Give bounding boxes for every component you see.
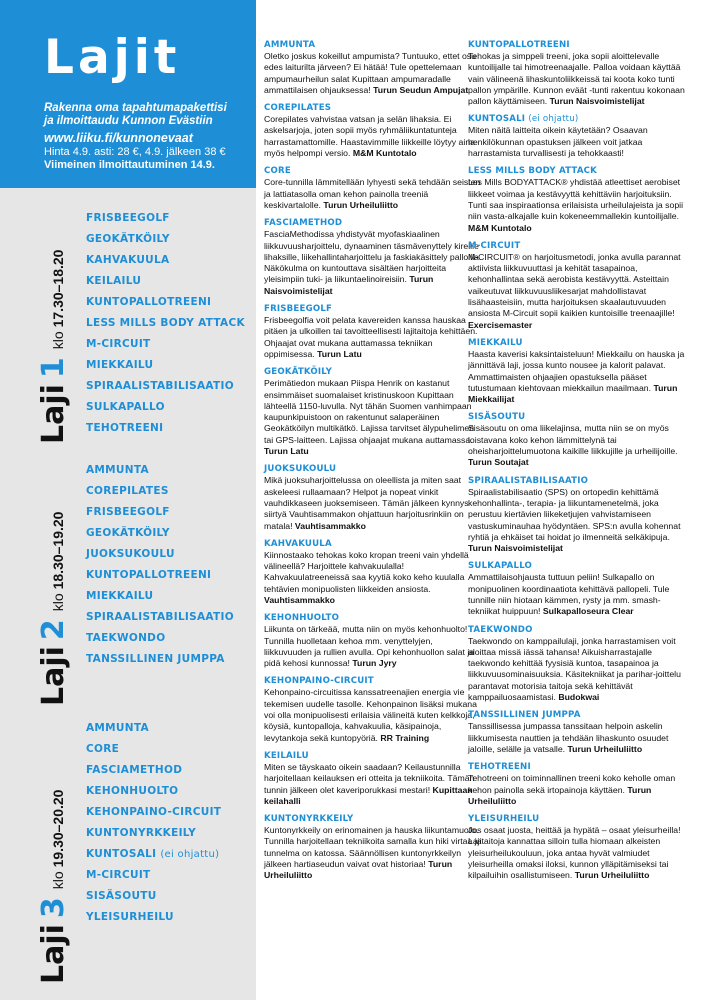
organizer-name: Turun Soutajat bbox=[468, 457, 529, 468]
sport-text: Miten näitä laitteita oikein käytetään? Osaavan henkilökunnan opastuksen jälkeen voit jatkaa harrastamista turvallisesti ja tehokkaasti! bbox=[468, 125, 648, 159]
sport-description bbox=[264, 464, 482, 531]
header-panel bbox=[0, 0, 256, 188]
sport-text: Oletko joskus kokeillut ampumista? Tuntuuko, ettet osu edes laituriltа järveen? Ei hätää! Tule opettelemaan ampumaurheilun salat Kupittaan ampumaradalle ammattilaisen ohjauksessa! Turun Seudun Ampujat bbox=[264, 51, 476, 95]
organizer-name: Turun Urheiluliitto bbox=[323, 199, 399, 210]
sport-description bbox=[468, 814, 686, 881]
sport-description bbox=[468, 476, 686, 555]
sport-description bbox=[468, 40, 686, 107]
laji-3-sports bbox=[86, 718, 221, 928]
sport-description bbox=[264, 40, 482, 96]
sport-text: Liikunta on tärkeää, mutta niin on myös kehonhuolto! Tunnilla huolletaan kehoa mm. venyttelyjen, liikkuvuuden ja rullien avulla. Opi kehonhuollon salat ja pidä kehosi kunnossa! Turun Jyry bbox=[264, 624, 475, 669]
sport-item[interactable]: KEHONPAINO-CIRCUIT bbox=[86, 806, 222, 818]
laji-time: klo 19.30–20.20 bbox=[50, 789, 66, 890]
laji-3-block bbox=[0, 718, 256, 990]
organizer-name: Exercisemaster bbox=[468, 319, 533, 330]
sport-title: M-CIRCUIT bbox=[468, 240, 521, 251]
sport-text: FasciaMethodissa yhdistyvät myofaskiaalinen liikkuvuusharjoittelu, dynaaminen täsmävenyttely kireille lihaksille, liikehallintaharjoittelu ja faskiakäsittely palloilla. Näkökulma on kuntouttava sisältäen harjoitteita yleisimpiin tuki- ja liikuntaelinoireisiin. Turun Naisvoimistelijat bbox=[264, 229, 482, 296]
sport-item[interactable]: CORE bbox=[86, 743, 120, 755]
sport-title: LESS MILLS BODY ATTACK bbox=[468, 166, 598, 177]
sport-title: MIEKKAILU bbox=[468, 337, 523, 348]
laji-number: 2 bbox=[36, 619, 71, 641]
sport-text: Mikä juoksuharjoittelussa on oleellista ja miten saat askeleesi rullaamaan? Helpot ja nopeat vinkit vauhdikkaseen juoksemiseen. Tämän jälkeen kynnys siirtyä Vauhtisammakon ohjattuun harjoitusrinkiin on matala! Vauhtisammakko bbox=[264, 475, 469, 531]
sport-text: Haasta kaverisi kaksintaisteluun! Miekkailu on hauska ja jännittävä laji, jossa kunto nousee ja kalorit palavat. Ammattimaisten ohjaajien opastuksella pääset tutustumaan kiehtovaan miekkailun maailmaan. Turun Miekkailijat bbox=[468, 348, 685, 405]
sport-descriptions-column-1 bbox=[264, 40, 482, 889]
sport-item[interactable]: AMMUNTA bbox=[86, 722, 149, 734]
sport-title-note: (ei ohjattu) bbox=[528, 114, 579, 125]
sport-text: Taekwondo on kamppailulaji, jonka harrastamisen voit aloittaa missä iässä tahansa! Aikuisharrastajalle taekwondo kehittää fyysisiä kuntoa, tasapainoa ja liikkuvuusominaisuuksia. Käsitekniikat ja parihar-joittelu parantavat motorisia taitoja sekä kehittävät kamppailuosaamistasi. Budokwai bbox=[468, 635, 681, 703]
organizer-name: Turun Seudun Ampujat bbox=[373, 84, 469, 95]
sport-item[interactable]: SISÄSOUTU bbox=[86, 890, 157, 902]
organizer-name: Turun Urheiluliitto bbox=[468, 784, 652, 806]
organizer-name: Vauhtisammakko bbox=[264, 594, 335, 605]
sport-item[interactable]: M-CIRCUIT bbox=[86, 869, 151, 881]
sport-description bbox=[468, 561, 686, 617]
sport-description bbox=[264, 218, 482, 297]
sport-item[interactable]: GEOKÄTKÖILY bbox=[86, 527, 170, 539]
sport-description bbox=[264, 676, 482, 743]
laji-time: klo 17.30–18.20 bbox=[50, 249, 66, 350]
sport-title: KEILAILU bbox=[264, 750, 309, 761]
sport-item[interactable]: AMMUNTA bbox=[86, 464, 149, 476]
sport-description bbox=[264, 814, 482, 881]
sport-text: Corepilates vahvistaa vatsan ja selän lihaksia. Ei askelsarjoja, joten sopii myös ryhmäliikuntatunteja harrastamattomille. Haastavimmille liikkeille löytyy aina myös helpompi versio. M&M Kuntotalo bbox=[264, 114, 475, 159]
page-title: Lajit bbox=[44, 30, 181, 85]
sport-description bbox=[468, 114, 686, 159]
sport-item[interactable]: KEHONHUOLTO bbox=[86, 785, 179, 797]
laji-number: 3 bbox=[36, 897, 71, 919]
organizer-name: Turun Naisvoimistelijat bbox=[468, 543, 563, 554]
sport-item[interactable]: KUNTOPALLOTREENI bbox=[86, 296, 212, 308]
organizer-name: Vauhtisammakko bbox=[294, 520, 366, 531]
sport-item[interactable]: TEHOTREENI bbox=[86, 422, 164, 434]
sport-text: Spiraalistabilisaatio (SPS) on ortopedin kehittämä kehonhallinta-, terapia- ja liikuntamenetelmä, joka perustuu kiertävien liikeketjujen vahvistamiseen vastuskuminauhaa hyödyntäen. SPS:n avulla kohennat ryhtiä ja ehkäiset tai hoidat jo ilmenneitä selkäkipuja. Turun Naisvoimistelijat bbox=[468, 486, 681, 554]
sport-text: Tehotreeni on toiminnallinen treeni koko keholle oman kehon painolla sekä irtopainoja käyttäen. Turun Urheiluliitto bbox=[468, 773, 676, 806]
organizer-name: Turun Latu bbox=[264, 446, 309, 457]
sport-title: AMMUNTA bbox=[264, 40, 316, 50]
sport-description bbox=[264, 613, 482, 669]
price-info: Hinta 4.9. asti: 28 €, 4.9. jälkeen 38 € bbox=[44, 146, 226, 158]
organizer-name: M&M Kuntotalo bbox=[468, 222, 532, 233]
subtitle-line-2: ja ilmoittaudu Kunnon Evästiin bbox=[44, 115, 213, 127]
sport-text: Kehonpaino-circuitissa kanssatreenajien energia vie tekemisen uudelle tasolle. Kehonpainon lisäksi mukana voi olla monipuolisesti erilaisia välineitä kuten kelkkoja, köysiä, kuntopalloja, kahvakuulia, käsipainoja, levytankoja sekä kuntopyöriä. RR Training bbox=[264, 687, 477, 743]
sport-title: GEOKÄTKÖILY bbox=[264, 367, 333, 378]
sport-note: (ei ohjattu) bbox=[160, 849, 220, 860]
sport-item[interactable]: LESS MILLS BODY ATTACK bbox=[86, 317, 245, 329]
sport-title: COREPILATES bbox=[264, 103, 332, 114]
sport-title: FRISBEEGOLF bbox=[264, 304, 333, 315]
sport-item[interactable]: SULKAPALLO bbox=[86, 401, 165, 413]
sport-item[interactable]: KAHVAKUULA bbox=[86, 254, 170, 266]
deadline-info: Viimeinen ilmoittautuminen 14.9. bbox=[44, 159, 215, 171]
sport-item[interactable]: COREPILATES bbox=[86, 485, 169, 497]
organizer-name: Sulkapalloseura Clear bbox=[542, 606, 634, 617]
sport-title: FASCIAMETHOD bbox=[264, 218, 343, 229]
sport-text: Jos osaat juosta, heittää ja hypätä – osaat yleisurheilla! Lajitaitoja kannattaa silloin tulla hiomaan alkeisten yleisurheilukouluun, joka antaa hyvät valmiudet yleisurheilla omaksi iloksi, kunnon ylläpitämiseksi tai kilpailuihin osallistumiseen. Turun Urheiluliitto bbox=[468, 825, 681, 881]
organizer-name: Turun Jyry bbox=[352, 658, 397, 669]
sport-item[interactable]: GEOKÄTKÖILY bbox=[86, 233, 170, 245]
sport-text: Perimätiedon mukaan Piispa Henrik on kastanut ensimmäiset suomalaiset kristinuskoon Kupittaan lähteellä 1150-luvulla. Nyt tähän Suomen vanhimpaan kaupunkipuistoon on rakentunut salaperäinen Geokätköilyn multikätkö. Lajissa tarvitset älypuhelimen tai GPS-laitteen. Lajissa ohjaajat mukana auttamassa. Turun Latu bbox=[264, 378, 475, 457]
sport-item[interactable]: YLEISURHEILU bbox=[86, 911, 174, 923]
sport-title: SULKAPALLO bbox=[468, 561, 533, 572]
laji-time: klo 18.30–19.20 bbox=[50, 511, 66, 612]
organizer-name: RR Training bbox=[380, 732, 430, 743]
sport-text: Les Mills BODYATTACK® yhdistää atleettiset aerobiset liikkeet voimaa ja kestävyyttä kehittäviin harjoituksiin. Tunti saa inspiraationsa erilaisista urheilulajeista ja sopii niin vasta-alkajalle kuin kokeneemmallekin kuntoilijalle. M&M Kuntotalo bbox=[468, 177, 684, 233]
sport-description bbox=[264, 166, 482, 211]
sport-text: Tanssillisessa jumpassa tanssitaan helpoin askelin liikkumisesta nauttien ja tehdään lihaskunto osuudet jaloille, selälle ja vatsalle. Turun Urheiluliitto bbox=[468, 721, 669, 754]
subtitle-line-1: Rakenna oma tapahtumapakettisi bbox=[44, 102, 227, 114]
sport-item[interactable]: TAEKWONDO bbox=[86, 632, 166, 644]
organizer-name: Turun Urheiluliitto bbox=[264, 859, 453, 881]
sport-text: Core-tunnilla lämmitellään lyhyesti sekä tehdään seisten ja lattiatasolla oman kehon painolla treeniä keskivartalolle. Turun Urheiluliitto bbox=[264, 177, 481, 210]
sport-item[interactable]: SPIRAALISTABILISAATIO bbox=[86, 611, 234, 623]
sport-item[interactable]: KUNTONYRKKEILY bbox=[86, 827, 197, 839]
sport-descriptions-column-2 bbox=[468, 40, 686, 889]
organizer-name: Turun Urheiluliitto bbox=[567, 743, 643, 754]
registration-url[interactable]: www.liiku.fi/kunnonevaat bbox=[44, 131, 193, 145]
sport-item[interactable]: TANSSILLINEN JUMPPA bbox=[86, 653, 225, 665]
sport-description bbox=[264, 751, 482, 807]
sport-title: KUNTONYRKKEILY bbox=[264, 814, 354, 825]
sport-title: TANSSILLINEN JUMPPA bbox=[468, 710, 581, 721]
sport-text: Frisbeegolfia voit pelata kavereiden kanssa hauskaa pitäen ja ulkoillen tai tavoitteellisesti lajitaitoja kehittäen. Ohjaajat ovat mukana auttamassa tekniikan oppimisessa. Turun Latu bbox=[264, 315, 478, 359]
sport-text: Kiinnostaako tehokas koko kropan treeni vain yhdellä välineellä? Harjoittele kahvakuulalla! Kahvakuulatreeneissä saa kyytiä koko keho kuulalla tehtävien monipuolisten liikkeiden ansiosta. Vauhtisammakko bbox=[264, 549, 469, 605]
sport-description bbox=[468, 166, 686, 233]
sport-title: TAEKWONDO bbox=[468, 624, 533, 635]
sport-title: KUNTOPALLOTREENI bbox=[468, 40, 570, 50]
organizer-name: Turun Naisvoimistelijat bbox=[549, 96, 645, 107]
sport-description bbox=[264, 103, 482, 159]
sport-text: M-CIRCUIT® on harjoitusmetodi, jonka avulla parannat aktiivista liikkuvuuttasi ja kehität tasapainoa, kehonhallintaa sekä aerobista kestävyyttä. Asteittain vaikeutuvat liikkuvuusliikesarjat mahdollistavat lisähaasteisiin, mutta harjoituksen skaalautuvuuden ansiosta M-Circuit sopii kaikien kuntoisille treenaajille! Exercisemaster bbox=[468, 251, 681, 330]
sport-item[interactable]: MIEKKAILU bbox=[86, 590, 154, 602]
sport-description bbox=[468, 762, 686, 807]
sport-description bbox=[264, 304, 482, 360]
organizer-name: Turun Latu bbox=[317, 348, 362, 359]
sport-text: Kuntonyrkkeily on erinomainen ja hauska liikuntamuoto. Tunnilla harjoitellaan tekniikoita samalla kun hiki virtaa ja tunnelma on katossa. Säännöllisen kuntonyrkkeilyn jälkeen hartiaseudun vaivat ovat historiaa! Turun Urheiluliitto bbox=[264, 825, 482, 881]
laji-word: Laji bbox=[36, 646, 71, 706]
sport-title: YLEISURHEILU bbox=[468, 814, 540, 825]
sport-description bbox=[468, 412, 686, 468]
laji-number: 1 bbox=[36, 357, 71, 379]
sport-item[interactable]: MIEKKAILU bbox=[86, 359, 154, 371]
sport-title: KEHONHUOLTO bbox=[264, 613, 340, 624]
sport-text: Miten se täyskaato oikein saadaan? Keilaustunnilla harjoitellaan keilauksen eri otteita ja tekniikoita. Tämän tunnin jälkeen olet kaveriporukkasi mestari! Kupittaan keilahalli bbox=[264, 761, 475, 806]
sport-description bbox=[468, 241, 686, 331]
sport-title: SPIRAALISTABILISAATIO bbox=[468, 475, 589, 486]
sport-item[interactable]: KEILAILU bbox=[86, 275, 142, 287]
sport-item[interactable]: KUNTOPALLOTREENI bbox=[86, 569, 212, 581]
sport-text: Tehokas ja simppeli treeni, joka sopii aloittelevalle kuntoilijalle tai himotreenaajalle. Palloa voidaan käyttää vain välineenä lihaskuntoliikkeissä tai koota koko tunti pallon ympärille. Kunnon eväät -tunti rakentuu kokonaan pallon käyttämiseen. Turun Naisvoimistelijat bbox=[468, 51, 685, 107]
sport-title: KUNTOSALI (ei ohjattu) bbox=[468, 114, 579, 125]
sport-title: CORE bbox=[264, 166, 291, 177]
organizer-name: Turun Urheiluliitto bbox=[574, 870, 650, 881]
laji-1-sports bbox=[86, 208, 245, 439]
sport-title: SISÄSOUTU bbox=[468, 412, 526, 423]
laji-word: Laji bbox=[36, 384, 71, 444]
sport-title: KEHONPAINO-CIRCUIT bbox=[264, 676, 374, 687]
sport-title: JUOKSUKOULU bbox=[264, 464, 337, 475]
sport-item[interactable]: JUOKSUKOULU bbox=[86, 548, 175, 560]
sport-text: Sisäsoutu on oma liikelajinsa, mutta niin se on myös loistavana koko kehon lämmittelynä tai oheisharjoittelumuotona kaikille liikkujille ja urheilijoille. Turun Soutajat bbox=[468, 423, 678, 468]
sport-title: KAHVAKUULA bbox=[264, 538, 332, 549]
sport-description bbox=[468, 625, 686, 704]
schedule-panel bbox=[0, 188, 256, 1000]
organizer-name: Budokwai bbox=[558, 692, 600, 703]
sport-item[interactable]: FRISBEEGOLF bbox=[86, 506, 170, 518]
sport-item[interactable]: SPIRAALISTABILISAATIO bbox=[86, 380, 234, 392]
sport-item[interactable]: FASCIAMETHOD bbox=[86, 764, 183, 776]
laji-word: Laji bbox=[36, 924, 71, 984]
sport-text: Ammattilaisohjausta tuttuun peliin! Sulkapallo on monipuolinen koordinaatiota kehittävä pallopeli. Tule tunnille niin hiotaan kämmen, rysty ja mm. smash-tekniikat huippuun! Sulkapalloseura Clear bbox=[468, 572, 670, 617]
laji-2-block bbox=[0, 460, 256, 708]
sport-item[interactable]: FRISBEEGOLF bbox=[86, 212, 170, 224]
sport-description bbox=[468, 710, 686, 755]
sport-description bbox=[264, 539, 482, 606]
sport-title: TEHOTREENI bbox=[468, 762, 531, 773]
sport-item[interactable]: M-CIRCUIT bbox=[86, 338, 151, 350]
organizer-name: Turun Miekkailijat bbox=[468, 382, 678, 405]
sport-description bbox=[264, 367, 482, 457]
laji-2-sports bbox=[86, 460, 234, 670]
sport-description bbox=[468, 338, 686, 405]
organizer-name: M&M Kuntotalo bbox=[352, 148, 417, 159]
organizer-name: Turun Naisvoimistelijat bbox=[264, 274, 434, 296]
laji-1-block bbox=[0, 204, 256, 444]
sport-item[interactable]: KUNTOSALI (ei ohjattu) bbox=[86, 848, 220, 860]
organizer-name: Kupittaan keilahalli bbox=[264, 784, 473, 806]
